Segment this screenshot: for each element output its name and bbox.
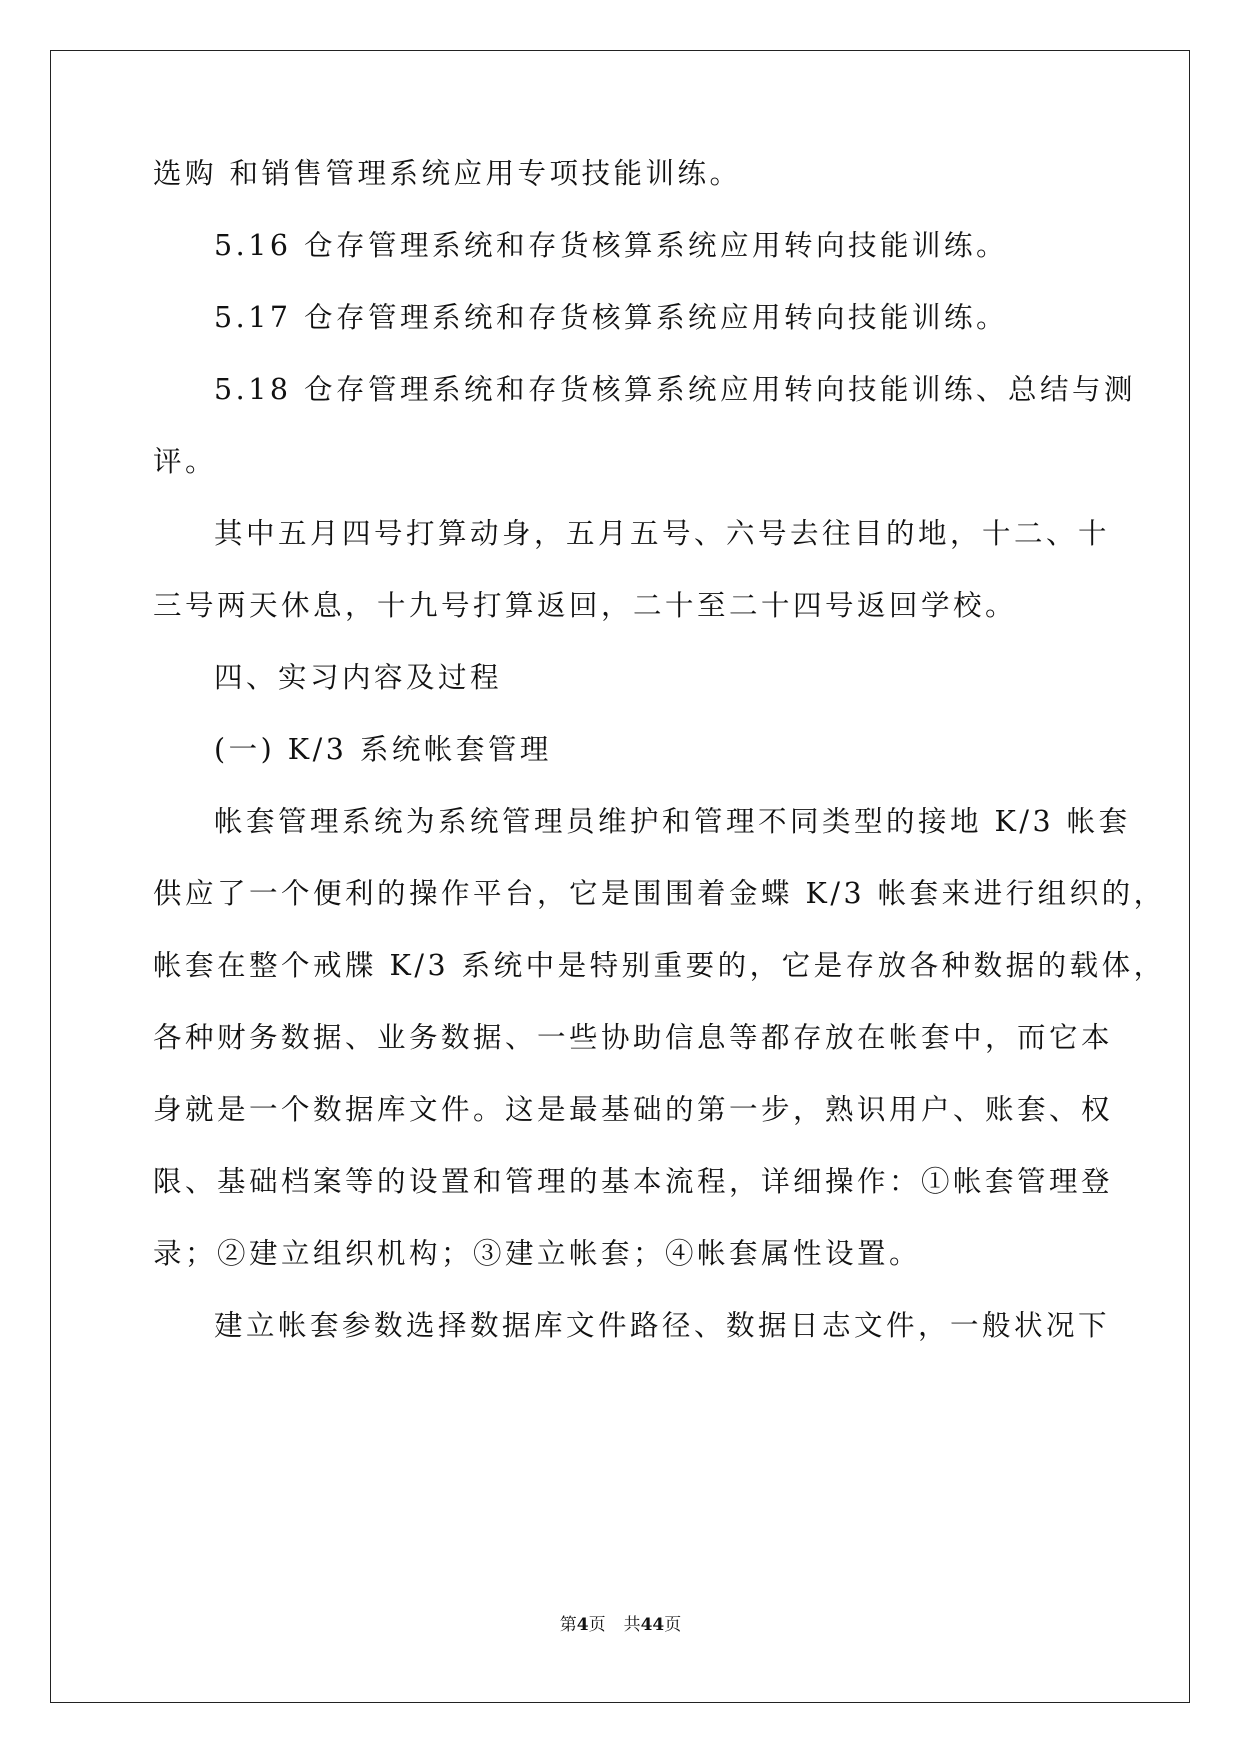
body-line: 选购 和销售管理系统应用专项技能训练。 — [153, 157, 742, 190]
body-line: 5.16 仓存管理系统和存货核算系统应用转向技能训练。 — [214, 229, 1009, 262]
body-line: 建立帐套参数选择数据库文件路径、数据日志文件，一般状况下 — [214, 1309, 1111, 1342]
body-line: 三号两天休息，十九号打算返回，二十至二十四号返回学校。 — [153, 589, 1018, 622]
page-number: 4 — [576, 1615, 589, 1635]
body-line: 供应了一个便利的操作平台，它是围围着金蝶 K/3 帐套来进行组织的， — [153, 877, 1166, 910]
page-suffix: 页 — [588, 1615, 606, 1635]
total-pages: 44 — [640, 1615, 665, 1635]
body-line: 其中五月四号打算动身，五月五号、六号去往目的地，十二、十 — [214, 517, 1111, 550]
body-line: 帐套管理系统为系统管理员维护和管理不同类型的接地 K/3 帐套 — [214, 805, 1131, 838]
body-line: 限、基础档案等的设置和管理的基本流程，详细操作：①帐套管理登 — [153, 1165, 1114, 1198]
body-line: 录；②建立组织机构；③建立帐套；④帐套属性设置。 — [153, 1237, 922, 1270]
body-line: 5.17 仓存管理系统和存货核算系统应用转向技能训练。 — [214, 301, 1009, 334]
body-line: 帐套在整个戒牒 K/3 系统中是特别重要的，它是存放各种数据的载体， — [153, 949, 1166, 982]
total-suffix: 页 — [664, 1615, 682, 1635]
body-line: 评。 — [153, 445, 218, 478]
body-line: 5.18 仓存管理系统和存货核算系统应用转向技能训练、总结与测 — [214, 373, 1137, 406]
body-line: 身就是一个数据库文件。这是最基础的第一步，熟识用户、账套、权 — [153, 1093, 1114, 1126]
page-footer — [0, 1610, 1241, 1635]
subsection-heading: (一) K/3 系统帐套管理 — [214, 733, 552, 766]
body-line: 各种财务数据、业务数据、一些协助信息等都存放在帐套中，而它本 — [153, 1021, 1114, 1054]
total-prefix: 共 — [623, 1615, 641, 1635]
section-heading: 四、实习内容及过程 — [214, 661, 503, 694]
page-prefix: 第 — [559, 1615, 577, 1635]
